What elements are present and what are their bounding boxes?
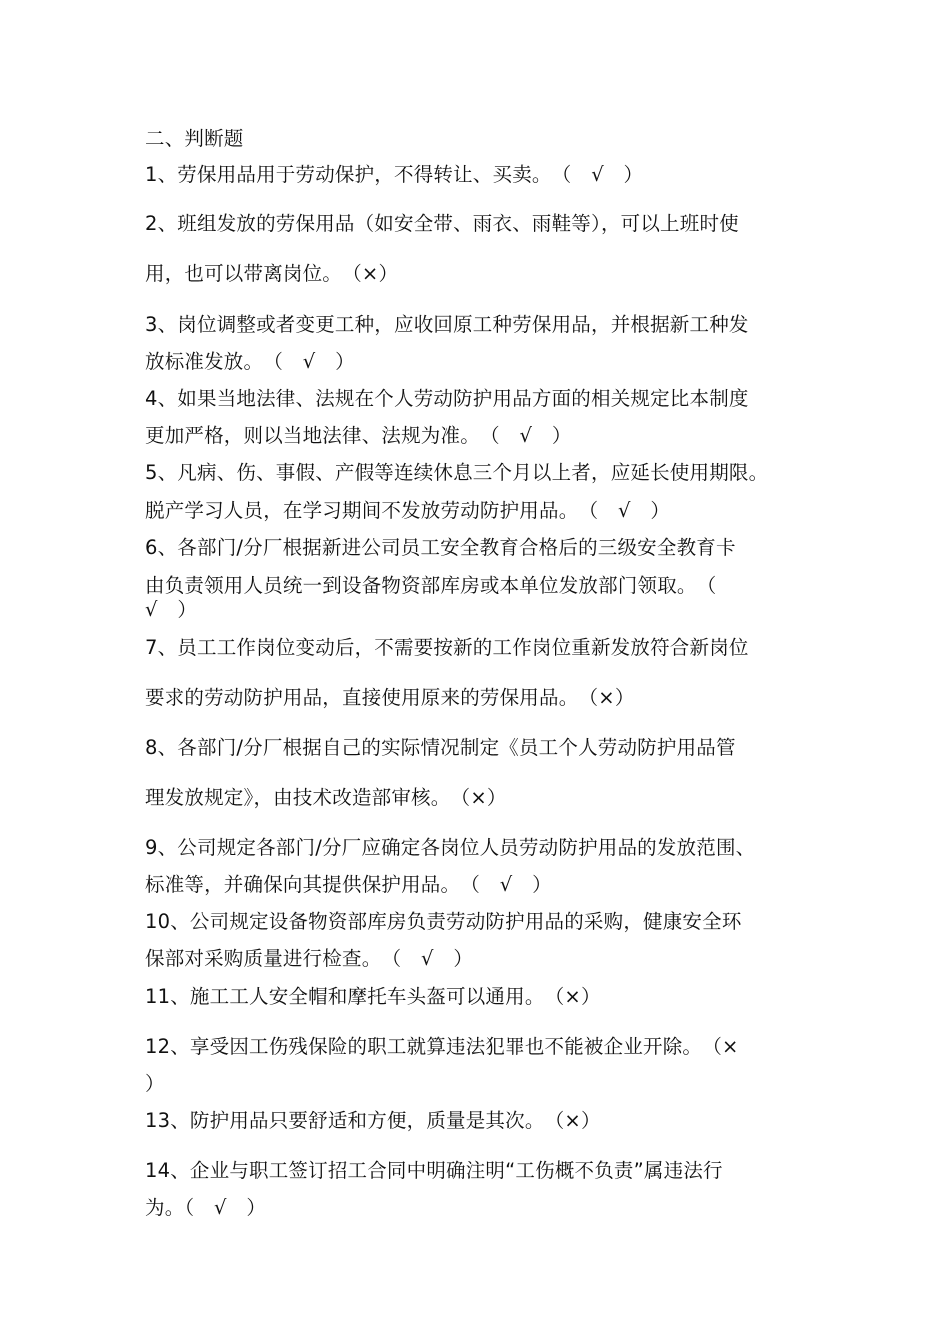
question-3-line-2: 放标准发放。 （ √ ）: [145, 350, 355, 373]
question-1-line: 1、劳保用品用于劳动保护，不得转让、买卖。 （ √ ）: [145, 163, 644, 186]
question-2-line-2: 用，也可以带离岗位。 （×）: [145, 262, 399, 285]
question-11-line: 11、施工工人安全帽和摩托车头盔可以通用。 （×）: [145, 985, 601, 1008]
question-2-line-1: 2、班组发放的劳保用品（如安全带、雨衣、雨鞋等），可以上班时使: [145, 212, 739, 235]
question-6-line-3: √ ）: [145, 598, 198, 621]
question-9-line-1: 9、公司规定各部门/分厂应确定各岗位人员劳动防护用品的发放范围、: [145, 836, 756, 859]
question-14-line-2: 为。（ √ ）: [145, 1196, 267, 1219]
question-8-line-1: 8、各部门/分厂根据自己的实际情况制定《员工个人劳动防护用品管: [145, 736, 736, 759]
question-10-line-1: 10、公司规定设备物资部库房负责劳动防护用品的采购，健康安全环: [145, 910, 742, 933]
question-12-line-2: ）: [145, 1072, 165, 1095]
question-5-line-1: 5、凡病、伤、事假、产假等连续休息三个月以上者，应延长使用期限。: [145, 461, 769, 484]
question-6-line-2: 由负责领用人员统一到设备物资部库房或本单位发放部门领取。 （: [145, 574, 717, 597]
question-14-line-1: 14、企业与职工签订招工合同中明确注明“工伤概不负责”属违法行: [145, 1159, 723, 1182]
question-7-line-1: 7、员工工作岗位变动后，不需要按新的工作岗位重新发放符合新岗位: [145, 636, 749, 659]
section-title: 二、判断题: [145, 127, 244, 150]
question-3-line-1: 3、岗位调整或者变更工种，应收回原工种劳保用品，并根据新工种发: [145, 313, 749, 336]
question-7-line-2: 要求的劳动防护用品，直接使用原来的劳保用品。 （×）: [145, 686, 635, 709]
question-4-line-2: 更加严格，则以当地法律、法规为准。 （ √ ）: [145, 424, 572, 447]
question-6-line-1: 6、各部门/分厂根据新进公司员工安全教育合格后的三级安全教育卡: [145, 536, 736, 559]
question-13-line: 13、防护用品只要舒适和方便，质量是其次。 （×）: [145, 1109, 601, 1132]
question-12-line-1: 12、享受因工伤残保险的职工就算违法犯罪也不能被企业开除。 （×: [145, 1035, 739, 1058]
question-4-line-1: 4、如果当地法律、法规在个人劳动防护用品方面的相关规定比本制度: [145, 387, 749, 410]
question-5-line-2: 脱产学习人员，在学习期间不发放劳动防护用品。 （ √ ）: [145, 499, 671, 522]
question-8-line-2: 理发放规定》，由技术改造部审核。 （×）: [145, 786, 507, 809]
question-10-line-2: 保部对采购质量进行检查。 （ √ ）: [145, 947, 474, 970]
question-9-line-2: 标准等，并确保向其提供保护用品。 （ √ ）: [145, 873, 552, 896]
